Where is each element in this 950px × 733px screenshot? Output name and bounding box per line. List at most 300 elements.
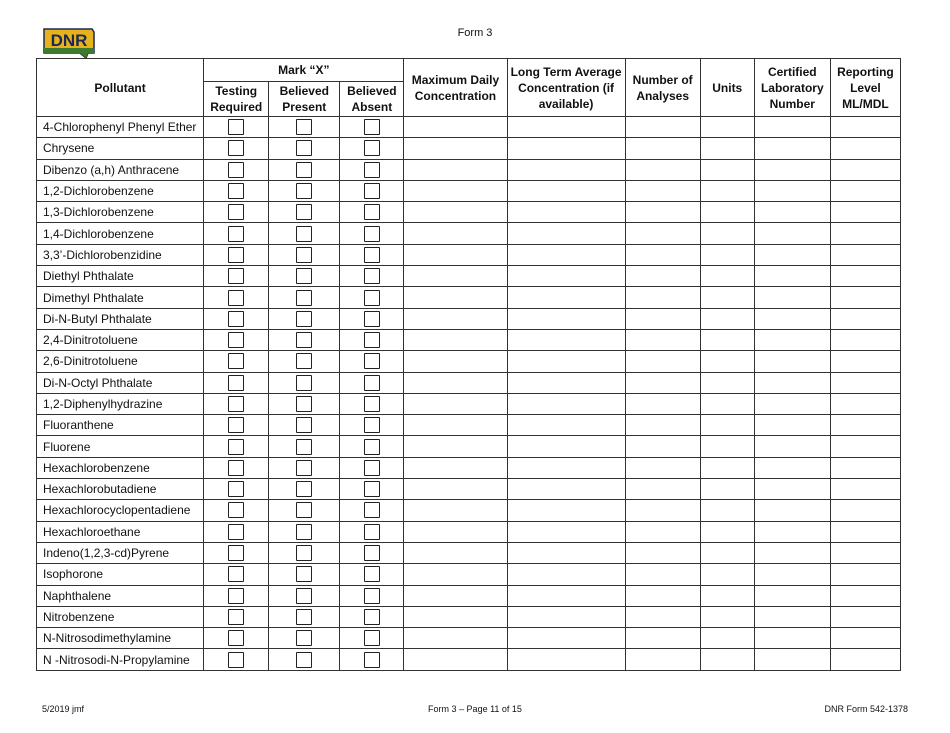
max-daily-input-cell[interactable] — [404, 180, 507, 201]
certified-lab-number-input-cell[interactable] — [754, 415, 830, 436]
number-of-analyses-input-cell[interactable] — [625, 223, 700, 244]
testing-required-checkbox[interactable] — [228, 268, 244, 284]
pollutant-name: Diethyl Phthalate — [37, 266, 204, 287]
testing-required-checkbox[interactable] — [228, 119, 244, 135]
testing-required-checkbox[interactable] — [228, 566, 244, 582]
table-row — [37, 585, 901, 606]
believed-absent-checkbox[interactable] — [364, 311, 380, 327]
reporting-level-input-cell[interactable] — [830, 266, 900, 287]
long-term-average-input-cell[interactable] — [507, 202, 625, 223]
units-input-cell[interactable] — [700, 223, 754, 244]
certified-lab-number-input-cell[interactable] — [754, 287, 830, 308]
testing-required-cell — [204, 138, 269, 159]
max-daily-input-cell[interactable] — [404, 564, 507, 585]
certified-lab-number-input-cell[interactable] — [754, 202, 830, 223]
max-daily-input-cell[interactable] — [404, 521, 507, 542]
believed-absent-checkbox[interactable] — [364, 545, 380, 561]
believed-absent-checkbox[interactable] — [364, 524, 380, 540]
pollutant-name: Di-N-Butyl Phthalate — [37, 308, 204, 329]
units-input-cell[interactable] — [700, 351, 754, 372]
units-input-cell[interactable] — [700, 436, 754, 457]
units-input-cell[interactable] — [700, 393, 754, 414]
reporting-level-input-cell[interactable] — [830, 180, 900, 201]
believed-present-checkbox[interactable] — [296, 183, 312, 199]
believed-absent-cell — [340, 138, 404, 159]
max-daily-input-cell[interactable] — [404, 308, 507, 329]
pollutant-name: 3,3’-Dichlorobenzidine — [37, 244, 204, 265]
max-daily-input-cell[interactable] — [404, 457, 507, 478]
units-input-cell[interactable] — [700, 585, 754, 606]
certified-lab-number-input-cell[interactable] — [754, 585, 830, 606]
testing-required-checkbox[interactable] — [228, 609, 244, 625]
believed-present-cell — [269, 649, 340, 670]
certified-lab-number-input-cell[interactable] — [754, 351, 830, 372]
believed-absent-checkbox[interactable] — [364, 652, 380, 668]
number-of-analyses-input-cell[interactable] — [625, 138, 700, 159]
number-of-analyses-input-cell[interactable] — [625, 436, 700, 457]
certified-lab-number-input-cell[interactable] — [754, 308, 830, 329]
believed-present-checkbox[interactable] — [296, 140, 312, 156]
table-row — [37, 649, 901, 670]
reporting-level-input-cell[interactable] — [830, 351, 900, 372]
believed-present-cell — [269, 138, 340, 159]
units-input-cell[interactable] — [700, 117, 754, 138]
reporting-level-input-cell[interactable] — [830, 244, 900, 265]
believed-present-checkbox[interactable] — [296, 417, 312, 433]
col-header-units: Units — [700, 59, 754, 117]
units-input-cell[interactable] — [700, 244, 754, 265]
testing-required-checkbox[interactable] — [228, 226, 244, 242]
long-term-average-input-cell[interactable] — [507, 223, 625, 244]
testing-required-checkbox[interactable] — [228, 140, 244, 156]
units-input-cell[interactable] — [700, 649, 754, 670]
units-input-cell[interactable] — [700, 202, 754, 223]
believed-present-checkbox[interactable] — [296, 630, 312, 646]
certified-lab-number-input-cell[interactable] — [754, 649, 830, 670]
testing-required-cell — [204, 500, 269, 521]
units-input-cell[interactable] — [700, 521, 754, 542]
believed-absent-checkbox[interactable] — [364, 417, 380, 433]
long-term-average-input-cell[interactable] — [507, 457, 625, 478]
reporting-level-input-cell[interactable] — [830, 372, 900, 393]
long-term-average-input-cell[interactable] — [507, 564, 625, 585]
believed-present-checkbox[interactable] — [296, 119, 312, 135]
believed-present-cell — [269, 436, 340, 457]
number-of-analyses-input-cell[interactable] — [625, 542, 700, 563]
number-of-analyses-input-cell[interactable] — [625, 329, 700, 350]
certified-lab-number-input-cell[interactable] — [754, 606, 830, 627]
certified-lab-number-input-cell[interactable] — [754, 564, 830, 585]
believed-present-cell — [269, 606, 340, 627]
believed-present-checkbox[interactable] — [296, 566, 312, 582]
pollutant-name: Hexachlorocyclopentadiene — [37, 500, 204, 521]
reporting-level-input-cell[interactable] — [830, 138, 900, 159]
testing-required-cell — [204, 606, 269, 627]
believed-absent-checkbox[interactable] — [364, 566, 380, 582]
believed-absent-cell — [340, 436, 404, 457]
number-of-analyses-input-cell[interactable] — [625, 479, 700, 500]
believed-absent-checkbox[interactable] — [364, 502, 380, 518]
table-row — [37, 542, 901, 563]
believed-present-cell — [269, 117, 340, 138]
believed-present-checkbox[interactable] — [296, 502, 312, 518]
max-daily-input-cell[interactable] — [404, 606, 507, 627]
long-term-average-input-cell[interactable] — [507, 329, 625, 350]
believed-present-cell — [269, 542, 340, 563]
long-term-average-input-cell[interactable] — [507, 138, 625, 159]
believed-absent-checkbox[interactable] — [364, 247, 380, 263]
believed-absent-checkbox[interactable] — [364, 162, 380, 178]
max-daily-input-cell[interactable] — [404, 244, 507, 265]
believed-present-cell — [269, 628, 340, 649]
testing-required-checkbox[interactable] — [228, 353, 244, 369]
believed-absent-checkbox[interactable] — [364, 460, 380, 476]
long-term-average-input-cell[interactable] — [507, 500, 625, 521]
long-term-average-input-cell[interactable] — [507, 180, 625, 201]
max-daily-input-cell[interactable] — [404, 436, 507, 457]
number-of-analyses-input-cell[interactable] — [625, 457, 700, 478]
table-row — [37, 457, 901, 478]
long-term-average-input-cell[interactable] — [507, 585, 625, 606]
believed-absent-checkbox[interactable] — [364, 226, 380, 242]
testing-required-checkbox[interactable] — [228, 396, 244, 412]
believed-present-checkbox[interactable] — [296, 545, 312, 561]
believed-absent-checkbox[interactable] — [364, 396, 380, 412]
units-input-cell[interactable] — [700, 457, 754, 478]
reporting-level-input-cell[interactable] — [830, 223, 900, 244]
footer-revision: 5/2019 jmf — [42, 704, 85, 714]
number-of-analyses-input-cell[interactable] — [625, 308, 700, 329]
number-of-analyses-input-cell[interactable] — [625, 521, 700, 542]
believed-absent-checkbox[interactable] — [364, 332, 380, 348]
number-of-analyses-input-cell[interactable] — [625, 180, 700, 201]
form-title: Form 3 — [457, 27, 493, 39]
testing-required-checkbox[interactable] — [228, 502, 244, 518]
max-daily-input-cell[interactable] — [404, 372, 507, 393]
long-term-average-input-cell[interactable] — [507, 415, 625, 436]
certified-lab-number-input-cell[interactable] — [754, 521, 830, 542]
number-of-analyses-input-cell[interactable] — [625, 500, 700, 521]
number-of-analyses-input-cell[interactable] — [625, 117, 700, 138]
certified-lab-number-input-cell[interactable] — [754, 138, 830, 159]
testing-required-cell — [204, 542, 269, 563]
max-daily-input-cell[interactable] — [404, 223, 507, 244]
number-of-analyses-input-cell[interactable] — [625, 351, 700, 372]
reporting-level-input-cell[interactable] — [830, 521, 900, 542]
believed-absent-checkbox[interactable] — [364, 375, 380, 391]
testing-required-checkbox[interactable] — [228, 204, 244, 220]
believed-absent-checkbox[interactable] — [364, 609, 380, 625]
believed-present-checkbox[interactable] — [296, 524, 312, 540]
long-term-average-input-cell[interactable] — [507, 436, 625, 457]
testing-required-checkbox[interactable] — [228, 524, 244, 540]
believed-present-checkbox[interactable] — [296, 481, 312, 497]
reporting-level-input-cell[interactable] — [830, 202, 900, 223]
reporting-level-input-cell[interactable] — [830, 628, 900, 649]
units-input-cell[interactable] — [700, 180, 754, 201]
number-of-analyses-input-cell[interactable] — [625, 287, 700, 308]
believed-absent-cell — [340, 628, 404, 649]
testing-required-checkbox[interactable] — [228, 247, 244, 263]
number-of-analyses-input-cell[interactable] — [625, 266, 700, 287]
reporting-level-input-cell[interactable] — [830, 117, 900, 138]
reporting-level-input-cell[interactable] — [830, 564, 900, 585]
testing-required-cell — [204, 628, 269, 649]
units-input-cell[interactable] — [700, 266, 754, 287]
testing-required-cell — [204, 117, 269, 138]
believed-present-checkbox[interactable] — [296, 268, 312, 284]
testing-required-checkbox[interactable] — [228, 183, 244, 199]
believed-present-checkbox[interactable] — [296, 588, 312, 604]
certified-lab-number-input-cell[interactable] — [754, 436, 830, 457]
units-input-cell[interactable] — [700, 329, 754, 350]
believed-absent-checkbox[interactable] — [364, 588, 380, 604]
believed-present-cell — [269, 479, 340, 500]
number-of-analyses-input-cell[interactable] — [625, 393, 700, 414]
testing-required-checkbox[interactable] — [228, 481, 244, 497]
believed-absent-cell — [340, 542, 404, 563]
believed-absent-cell — [340, 521, 404, 542]
max-daily-input-cell[interactable] — [404, 202, 507, 223]
max-daily-input-cell[interactable] — [404, 159, 507, 180]
table-row — [37, 287, 901, 308]
believed-absent-checkbox[interactable] — [364, 630, 380, 646]
believed-present-checkbox[interactable] — [296, 375, 312, 391]
believed-present-checkbox[interactable] — [296, 226, 312, 242]
number-of-analyses-input-cell[interactable] — [625, 244, 700, 265]
certified-lab-number-input-cell[interactable] — [754, 244, 830, 265]
units-input-cell[interactable] — [700, 500, 754, 521]
testing-required-cell — [204, 223, 269, 244]
max-daily-input-cell[interactable] — [404, 351, 507, 372]
certified-lab-number-input-cell[interactable] — [754, 500, 830, 521]
long-term-average-input-cell[interactable] — [507, 521, 625, 542]
reporting-level-input-cell[interactable] — [830, 585, 900, 606]
certified-lab-number-input-cell[interactable] — [754, 628, 830, 649]
testing-required-checkbox[interactable] — [228, 417, 244, 433]
testing-required-cell — [204, 457, 269, 478]
units-input-cell[interactable] — [700, 159, 754, 180]
believed-absent-checkbox[interactable] — [364, 353, 380, 369]
number-of-analyses-input-cell[interactable] — [625, 628, 700, 649]
believed-present-cell — [269, 266, 340, 287]
col-header-pollutant: Pollutant — [37, 59, 204, 117]
table-row — [37, 415, 901, 436]
units-input-cell[interactable] — [700, 542, 754, 563]
believed-absent-checkbox[interactable] — [364, 439, 380, 455]
reporting-level-input-cell[interactable] — [830, 479, 900, 500]
testing-required-cell — [204, 521, 269, 542]
number-of-analyses-input-cell[interactable] — [625, 585, 700, 606]
reporting-level-input-cell[interactable] — [830, 415, 900, 436]
units-input-cell[interactable] — [700, 479, 754, 500]
long-term-average-input-cell[interactable] — [507, 372, 625, 393]
pollutant-name: Hexachloroethane — [37, 521, 204, 542]
pollutant-name: N-Nitrosodimethylamine — [37, 628, 204, 649]
certified-lab-number-input-cell[interactable] — [754, 266, 830, 287]
long-term-average-input-cell[interactable] — [507, 542, 625, 563]
testing-required-checkbox[interactable] — [228, 162, 244, 178]
units-input-cell[interactable] — [700, 606, 754, 627]
reporting-level-input-cell[interactable] — [830, 500, 900, 521]
col-header-num-analyses: Number of Analyses — [625, 59, 700, 117]
believed-absent-cell — [340, 117, 404, 138]
max-daily-input-cell[interactable] — [404, 500, 507, 521]
max-daily-input-cell[interactable] — [404, 117, 507, 138]
believed-present-checkbox[interactable] — [296, 311, 312, 327]
max-daily-input-cell[interactable] — [404, 585, 507, 606]
units-input-cell[interactable] — [700, 372, 754, 393]
max-daily-input-cell[interactable] — [404, 479, 507, 500]
max-daily-input-cell[interactable] — [404, 266, 507, 287]
certified-lab-number-input-cell[interactable] — [754, 372, 830, 393]
believed-present-checkbox[interactable] — [296, 204, 312, 220]
testing-required-checkbox[interactable] — [228, 588, 244, 604]
believed-absent-checkbox[interactable] — [364, 481, 380, 497]
believed-absent-checkbox[interactable] — [364, 268, 380, 284]
reporting-level-input-cell[interactable] — [830, 308, 900, 329]
max-daily-input-cell[interactable] — [404, 628, 507, 649]
number-of-analyses-input-cell[interactable] — [625, 415, 700, 436]
believed-present-checkbox[interactable] — [296, 439, 312, 455]
max-daily-input-cell[interactable] — [404, 649, 507, 670]
believed-present-checkbox[interactable] — [296, 460, 312, 476]
number-of-analyses-input-cell[interactable] — [625, 159, 700, 180]
number-of-analyses-input-cell[interactable] — [625, 564, 700, 585]
testing-required-checkbox[interactable] — [228, 311, 244, 327]
pollutant-name: Dimethyl Phthalate — [37, 287, 204, 308]
max-daily-input-cell[interactable] — [404, 138, 507, 159]
col-header-reporting-level: Reporting Level ML/MDL — [830, 59, 900, 117]
reporting-level-input-cell[interactable] — [830, 436, 900, 457]
believed-present-checkbox[interactable] — [296, 162, 312, 178]
believed-absent-checkbox[interactable] — [364, 140, 380, 156]
number-of-analyses-input-cell[interactable] — [625, 372, 700, 393]
pollutant-name: N -Nitrosodi-N-Propylamine — [37, 649, 204, 670]
table-row — [37, 202, 901, 223]
number-of-analyses-input-cell[interactable] — [625, 606, 700, 627]
testing-required-cell — [204, 479, 269, 500]
number-of-analyses-input-cell[interactable] — [625, 649, 700, 670]
reporting-level-input-cell[interactable] — [830, 649, 900, 670]
believed-present-checkbox[interactable] — [296, 396, 312, 412]
long-term-average-input-cell[interactable] — [507, 117, 625, 138]
certified-lab-number-input-cell[interactable] — [754, 159, 830, 180]
believed-absent-checkbox[interactable] — [364, 119, 380, 135]
believed-present-checkbox[interactable] — [296, 332, 312, 348]
col-header-mark-x: Mark “X” — [204, 59, 404, 82]
believed-absent-checkbox[interactable] — [364, 183, 380, 199]
certified-lab-number-input-cell[interactable] — [754, 393, 830, 414]
table-row — [37, 351, 901, 372]
col-header-believed-present: Believed Present — [269, 82, 340, 117]
certified-lab-number-input-cell[interactable] — [754, 479, 830, 500]
believed-present-checkbox[interactable] — [296, 609, 312, 625]
believed-present-checkbox[interactable] — [296, 290, 312, 306]
believed-absent-cell — [340, 202, 404, 223]
units-input-cell[interactable] — [700, 415, 754, 436]
believed-absent-checkbox[interactable] — [364, 290, 380, 306]
reporting-level-input-cell[interactable] — [830, 457, 900, 478]
table-row — [37, 244, 901, 265]
reporting-level-input-cell[interactable] — [830, 393, 900, 414]
believed-present-checkbox[interactable] — [296, 652, 312, 668]
long-term-average-input-cell[interactable] — [507, 649, 625, 670]
max-daily-input-cell[interactable] — [404, 415, 507, 436]
believed-present-cell — [269, 244, 340, 265]
long-term-average-input-cell[interactable] — [507, 308, 625, 329]
long-term-average-input-cell[interactable] — [507, 479, 625, 500]
reporting-level-input-cell[interactable] — [830, 287, 900, 308]
testing-required-checkbox[interactable] — [228, 652, 244, 668]
testing-required-checkbox[interactable] — [228, 439, 244, 455]
long-term-average-input-cell[interactable] — [507, 244, 625, 265]
long-term-average-input-cell[interactable] — [507, 606, 625, 627]
long-term-average-input-cell[interactable] — [507, 159, 625, 180]
max-daily-input-cell[interactable] — [404, 329, 507, 350]
reporting-level-input-cell[interactable] — [830, 159, 900, 180]
long-term-average-input-cell[interactable] — [507, 351, 625, 372]
col-header-max-daily: Maximum Daily Concentration — [404, 59, 507, 117]
certified-lab-number-input-cell[interactable] — [754, 542, 830, 563]
certified-lab-number-input-cell[interactable] — [754, 117, 830, 138]
reporting-level-input-cell[interactable] — [830, 606, 900, 627]
table-row — [37, 500, 901, 521]
long-term-average-input-cell[interactable] — [507, 393, 625, 414]
reporting-level-input-cell[interactable] — [830, 329, 900, 350]
testing-required-checkbox[interactable] — [228, 375, 244, 391]
long-term-average-input-cell[interactable] — [507, 287, 625, 308]
believed-present-cell — [269, 180, 340, 201]
number-of-analyses-input-cell[interactable] — [625, 202, 700, 223]
units-input-cell[interactable] — [700, 287, 754, 308]
believed-absent-cell — [340, 500, 404, 521]
testing-required-checkbox[interactable] — [228, 332, 244, 348]
believed-absent-checkbox[interactable] — [364, 204, 380, 220]
believed-absent-cell — [340, 223, 404, 244]
pollutant-rows — [37, 117, 901, 671]
max-daily-input-cell[interactable] — [404, 287, 507, 308]
units-input-cell[interactable] — [700, 564, 754, 585]
testing-required-checkbox[interactable] — [228, 545, 244, 561]
max-daily-input-cell[interactable] — [404, 393, 507, 414]
reporting-level-input-cell[interactable] — [830, 542, 900, 563]
testing-required-cell — [204, 308, 269, 329]
units-input-cell[interactable] — [700, 628, 754, 649]
units-input-cell[interactable] — [700, 138, 754, 159]
units-input-cell[interactable] — [700, 308, 754, 329]
certified-lab-number-input-cell[interactable] — [754, 223, 830, 244]
table-row — [37, 266, 901, 287]
believed-present-checkbox[interactable] — [296, 247, 312, 263]
believed-present-checkbox[interactable] — [296, 353, 312, 369]
pollutant-name: Di-N-Octyl Phthalate — [37, 372, 204, 393]
long-term-average-input-cell[interactable] — [507, 628, 625, 649]
believed-absent-cell — [340, 372, 404, 393]
certified-lab-number-input-cell[interactable] — [754, 329, 830, 350]
certified-lab-number-input-cell[interactable] — [754, 457, 830, 478]
table-row — [37, 308, 901, 329]
testing-required-checkbox[interactable] — [228, 630, 244, 646]
testing-required-checkbox[interactable] — [228, 460, 244, 476]
testing-required-cell — [204, 415, 269, 436]
table-row — [37, 628, 901, 649]
max-daily-input-cell[interactable] — [404, 542, 507, 563]
long-term-average-input-cell[interactable] — [507, 266, 625, 287]
testing-required-checkbox[interactable] — [228, 290, 244, 306]
believed-absent-cell — [340, 606, 404, 627]
certified-lab-number-input-cell[interactable] — [754, 180, 830, 201]
